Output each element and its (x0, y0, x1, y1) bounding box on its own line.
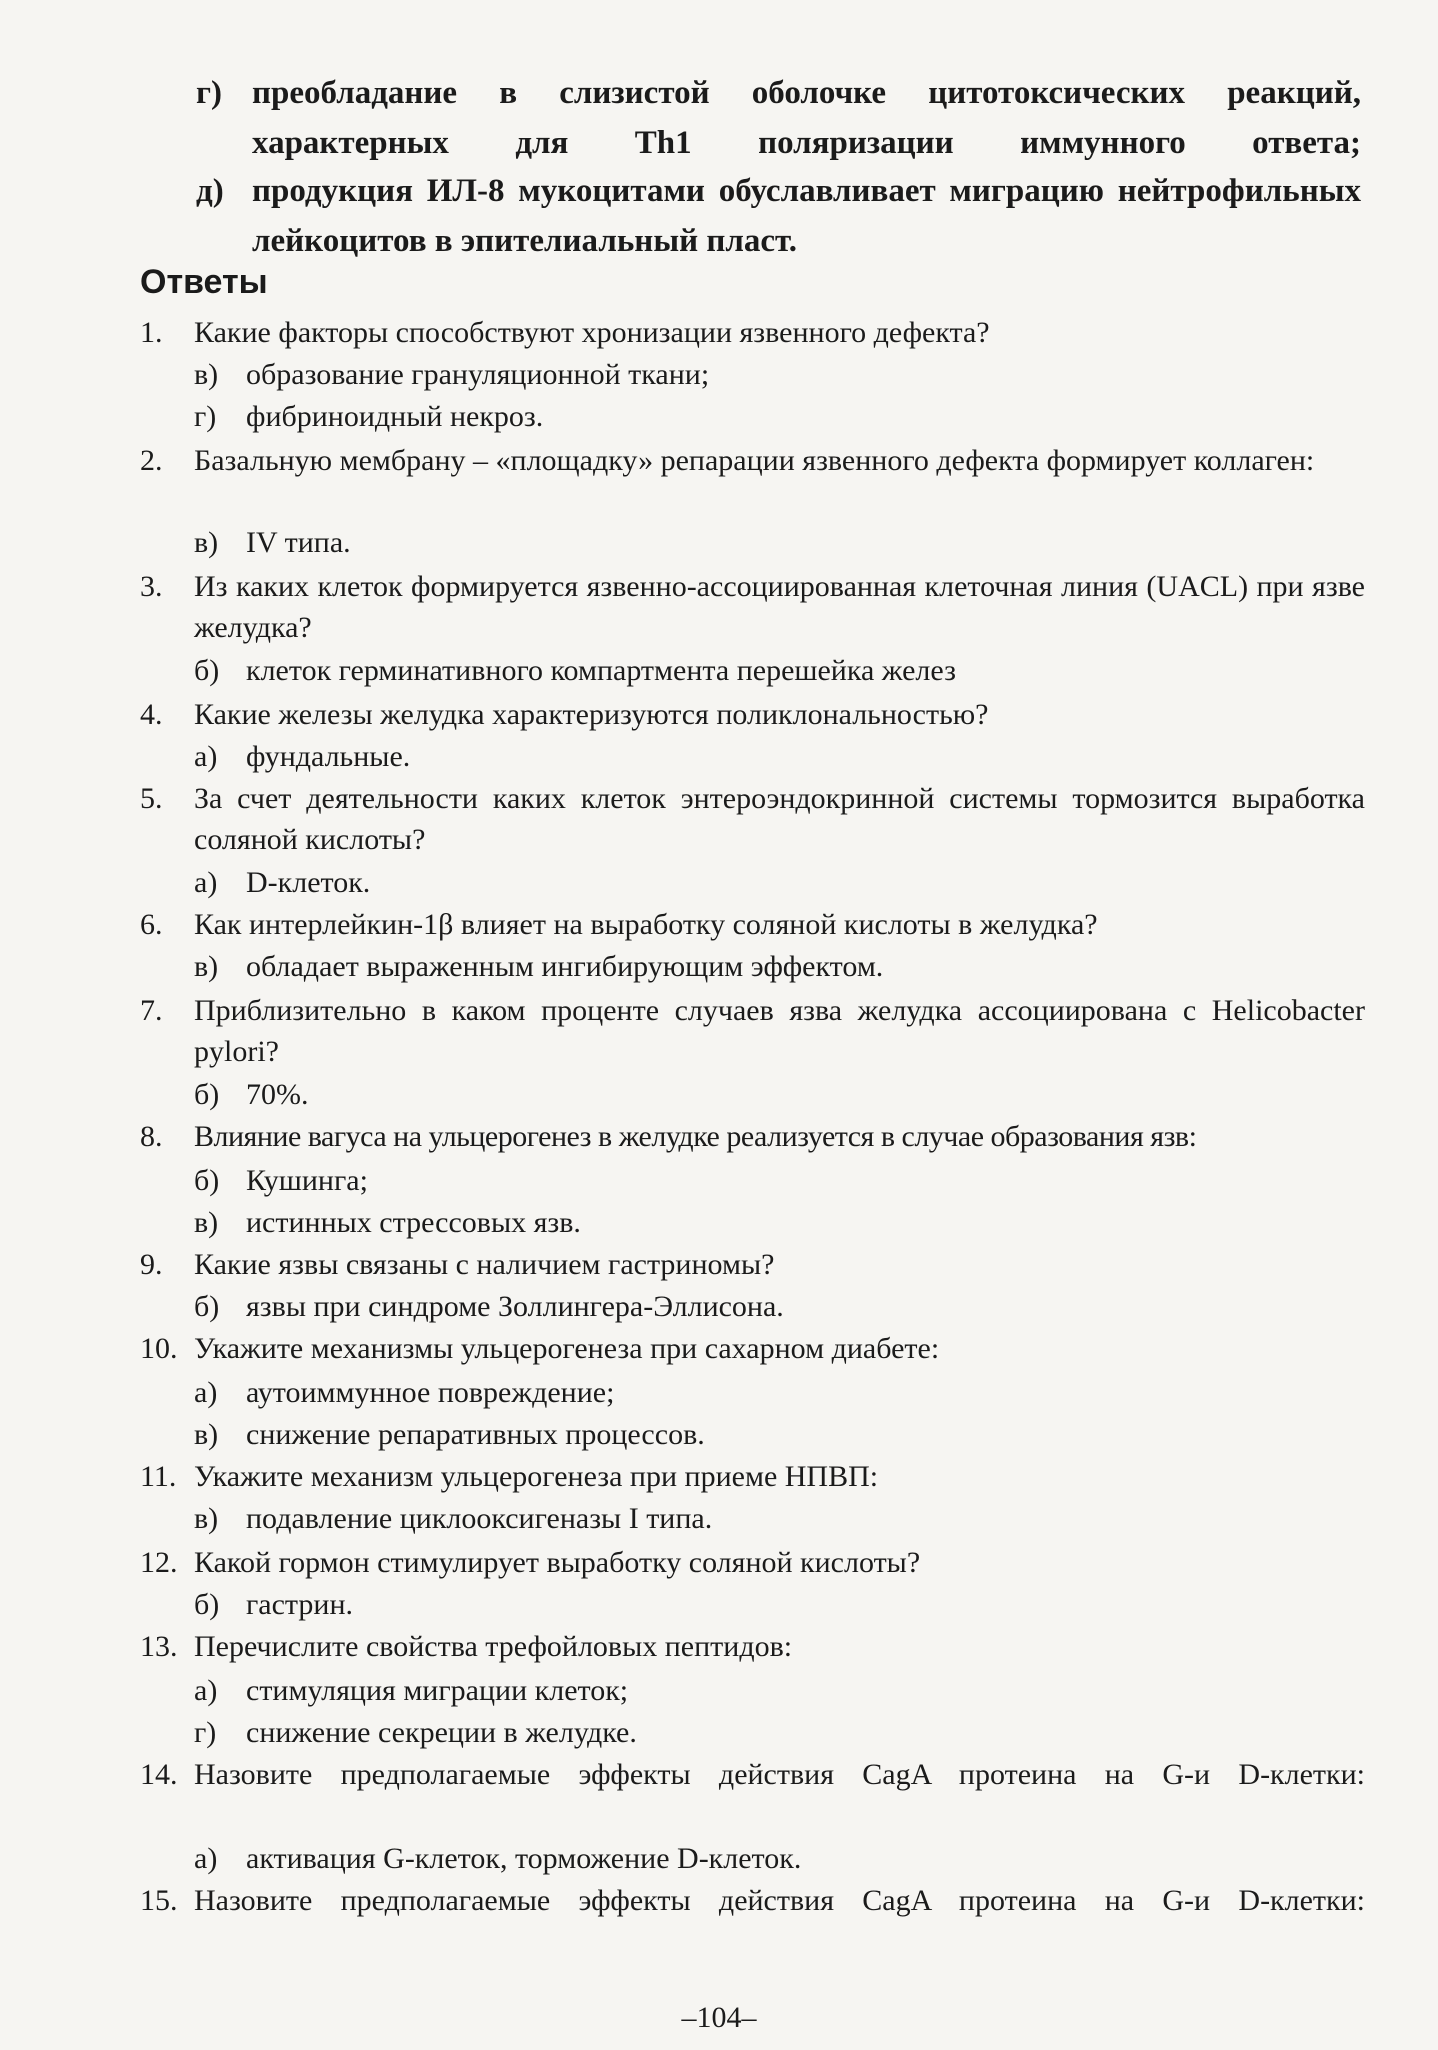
answer-text: снижение репаративных процессов. (246, 1418, 705, 1451)
answer (194, 1372, 1364, 1413)
answer-letter: в) (194, 1206, 219, 1239)
answer (194, 522, 1364, 563)
answer-letter: а) (194, 1376, 218, 1409)
answer (194, 1074, 1364, 1115)
question-text: Из каких клеток формируется язвенно-ассоциированная клеточная линия (UACL) при язве желудка? (194, 570, 1365, 644)
answer-text: истинных стрессовых язв. (246, 1206, 581, 1239)
answer (194, 1584, 1364, 1625)
question (140, 694, 1365, 735)
answer-letter: а) (194, 1842, 218, 1875)
question-text: Как интерлейкин-1β влияет на выработку соляной кислоты в желудка? (194, 908, 1098, 941)
answer-text: обладает выраженным ингибирующим эффектом. (246, 950, 884, 983)
question-number: 4. (140, 698, 163, 731)
answer (194, 1160, 1364, 1201)
answer-text: активация G-клеток, торможение D-клеток. (246, 1842, 802, 1875)
answer (194, 1838, 1364, 1879)
question (140, 1880, 1365, 1962)
answer-letter: в) (194, 526, 219, 559)
answer (194, 396, 1364, 437)
question-number: 14. (140, 1758, 178, 1791)
question (140, 1754, 1365, 1836)
answer-letter: а) (194, 740, 218, 773)
answer-letter: в) (194, 358, 219, 391)
question-text: Какие язвы связаны с наличием гастриномы? (194, 1248, 775, 1281)
answers-heading: Ответы (140, 263, 268, 301)
question (140, 440, 1365, 481)
answer (194, 862, 1364, 903)
question-text: Перечислите свойства трефойловых пептидов: (194, 1630, 793, 1663)
answer-text: фибриноидный некроз. (246, 400, 544, 433)
question (140, 1456, 1365, 1497)
question-number: 10. (140, 1332, 178, 1365)
answer-letter: в) (194, 1418, 219, 1451)
option-text: преобладание в слизистой оболочке цитотоксических реакций, характерных для Th1 поляризации иммунного ответа; (252, 75, 1361, 161)
answer (194, 1286, 1364, 1327)
answer-text: фундальные. (246, 740, 411, 773)
answer (194, 1712, 1364, 1753)
question-text: Какие факторы способствуют хронизации язвенного дефекта? (194, 316, 990, 349)
question-number: 11. (140, 1460, 177, 1493)
answer (194, 736, 1364, 777)
question-number: 8. (140, 1120, 163, 1153)
option-text: продукция ИЛ-8 мукоцитами обуславливает миграцию нейтрофильных лейкоцитов в эпителиальный пласт. (252, 173, 1361, 259)
question-text: Укажите механизмы ульцерогенеза при сахарном диабете: (194, 1332, 940, 1365)
answer-letter: г) (194, 1716, 217, 1749)
answer-letter: в) (194, 950, 219, 983)
question-text: Приблизительно в каком проценте случаев язва желудка ассоциирована с Helicobacter pylori? (194, 994, 1365, 1068)
answer-text: 70%. (246, 1078, 309, 1111)
answer-text: гастрин. (246, 1588, 354, 1621)
question-number: 15. (140, 1884, 178, 1917)
answer (194, 650, 1364, 691)
question-text: Назовите предполагаемые эффекты действия CagA протеина на G-и D-клетки: (194, 1758, 1365, 1791)
answer-text: IV типа. (246, 526, 351, 559)
answer-text: язвы при синдроме Золлингера-Эллисона. (246, 1290, 784, 1323)
answer (194, 946, 1364, 987)
question (140, 1328, 1365, 1369)
answer-text: аутоиммунное повреждение; (246, 1376, 615, 1409)
page-number: –104– (681, 2001, 757, 2034)
question (140, 1626, 1365, 1667)
question (140, 778, 1365, 860)
answer-letter: г) (194, 400, 217, 433)
question-text: Какой гормон стимулирует выработку соляной кислоты? (194, 1546, 921, 1579)
answer (194, 354, 1364, 395)
option-letter: г) (196, 75, 222, 111)
question (140, 1244, 1365, 1285)
answer-letter: в) (194, 1502, 219, 1535)
question-text: За счет деятельности каких клеток энтероэндокринной системы тормозится выработка соляной кислоты? (194, 782, 1365, 856)
question-number: 9. (140, 1248, 163, 1281)
question-text: Назовите предполагаемые эффекты действия CagA протеина на G-и D-клетки: (194, 1884, 1365, 1917)
question-number: 2. (140, 444, 163, 477)
answer-text: подавление циклооксигеназы I типа. (246, 1502, 713, 1535)
question-number: 6. (140, 908, 163, 941)
question (140, 1116, 1365, 1157)
answer-letter: б) (194, 1164, 220, 1197)
answer-text: образование грануляционной ткани; (246, 358, 710, 391)
question-number: 5. (140, 782, 163, 815)
question-number: 7. (140, 994, 163, 1027)
answer-text: стимуляция миграции клеток; (246, 1674, 629, 1707)
question-number: 12. (140, 1546, 178, 1579)
answer (194, 1414, 1364, 1455)
answer-letter: б) (194, 654, 220, 687)
answer (194, 1670, 1364, 1711)
answer-text: D-клеток. (246, 866, 371, 899)
answer-text: клеток герминативного компартмента перешейка желез (246, 654, 956, 687)
option-letter: д) (196, 173, 224, 209)
answer-letter: б) (194, 1290, 220, 1323)
question (140, 904, 1365, 945)
question-text: Базальную мембрану – «площадку» репарации язвенного дефекта формирует коллаген: (194, 444, 1315, 477)
answer-letter: а) (194, 866, 218, 899)
question (140, 312, 1365, 353)
question-text: Укажите механизм ульцерогенеза при приеме НПВП: (194, 1460, 879, 1493)
answer-letter: б) (194, 1588, 220, 1621)
answer-letter: б) (194, 1078, 220, 1111)
answer (194, 1202, 1364, 1243)
answer (194, 1498, 1364, 1539)
question-number: 1. (140, 316, 163, 349)
question (140, 1542, 1365, 1583)
answer-text: снижение секреции в желудке. (246, 1716, 637, 1749)
answer-text: Кушинга; (246, 1164, 368, 1197)
question-text: Какие железы желудка характеризуются поликлональностью? (194, 698, 989, 731)
intro-option (196, 166, 1361, 266)
question-number: 3. (140, 570, 163, 603)
question-number: 13. (140, 1630, 178, 1663)
question-text: Влияние вагуса на ульцерогенез в желудке реализуется в случае образования язв: (194, 1120, 1197, 1153)
answer-letter: а) (194, 1674, 218, 1707)
